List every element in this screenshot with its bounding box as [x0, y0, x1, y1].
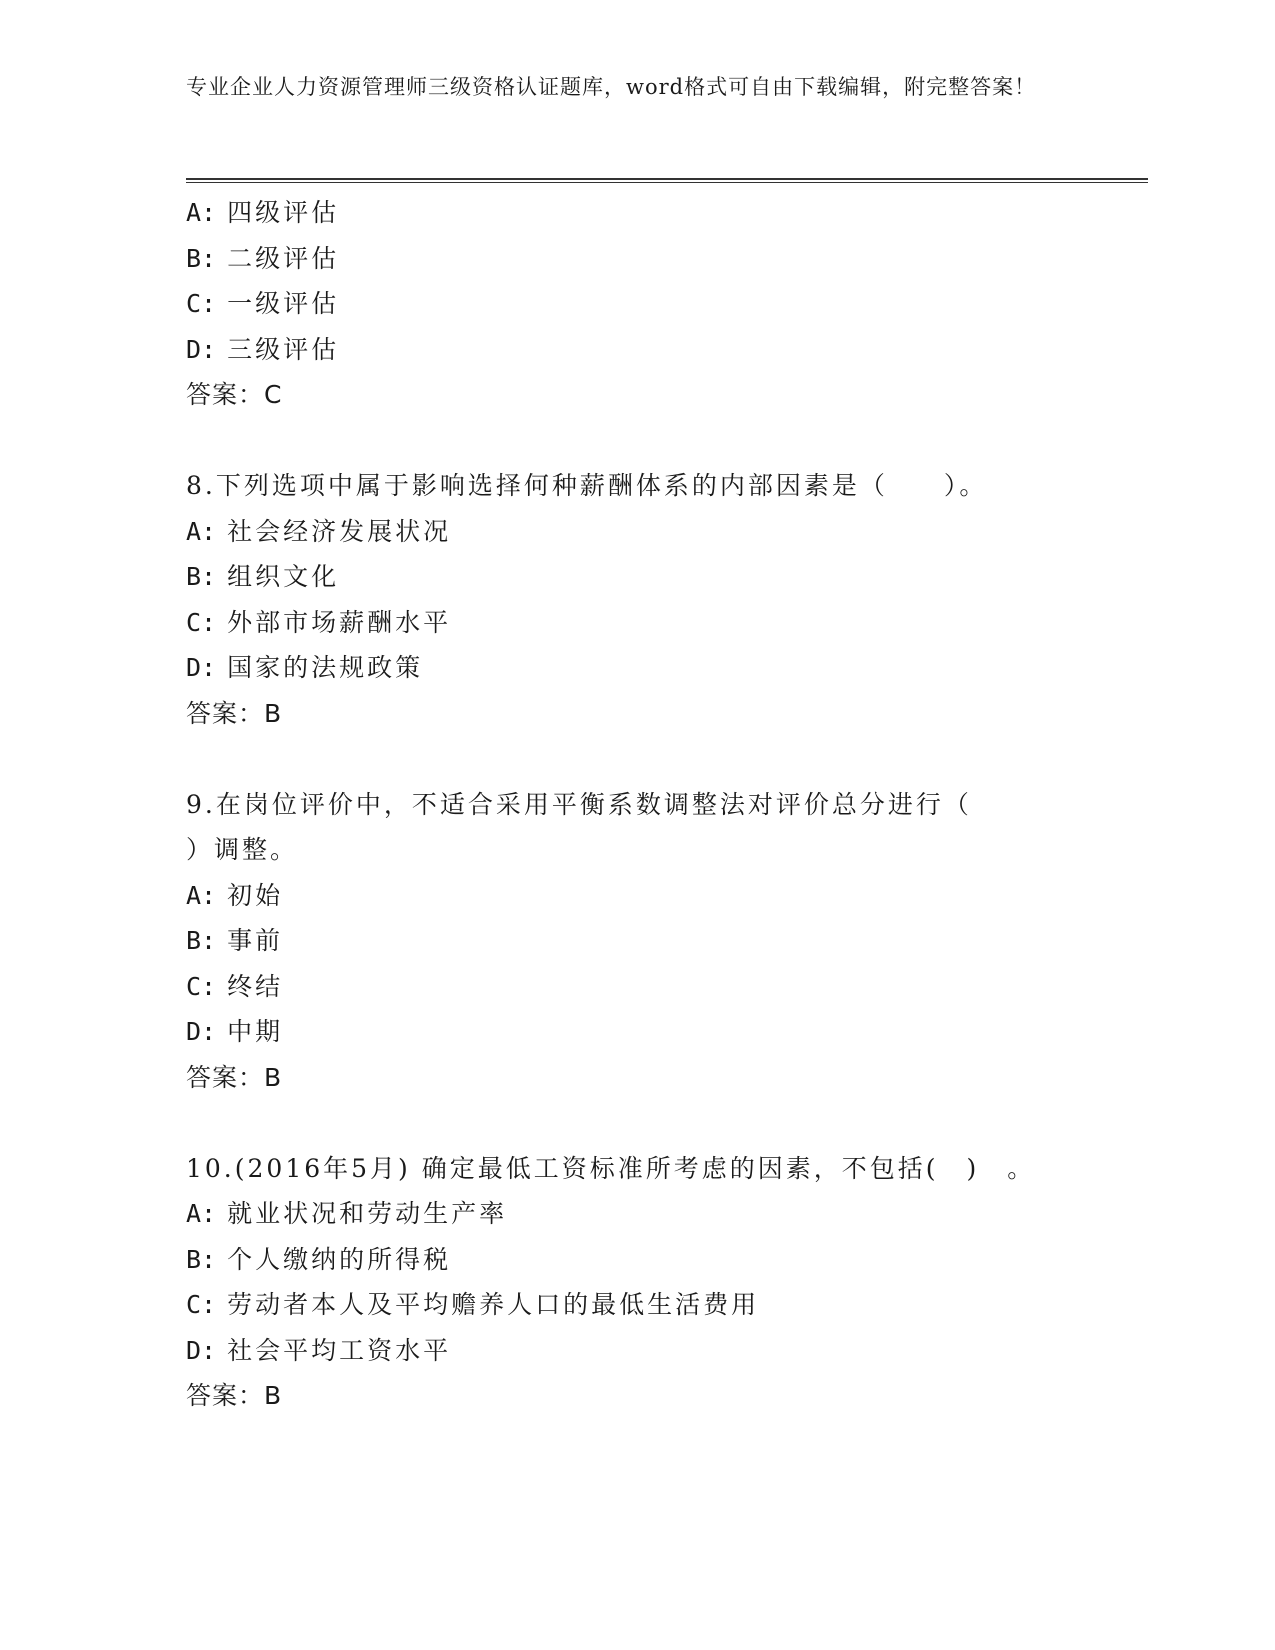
option-text: 初始 [227, 880, 284, 910]
option-key: C: [186, 607, 217, 637]
option-a [186, 190, 1076, 236]
option-key: D: [186, 334, 217, 364]
question-7-continued [186, 190, 1076, 418]
option-key: B: [186, 1244, 217, 1274]
option-key: C: [186, 1290, 217, 1319]
option-key: B: [186, 562, 217, 591]
option-key: C: [186, 971, 217, 1001]
option-text: 二级评估 [227, 243, 340, 273]
option-text: 中期 [227, 1017, 284, 1046]
option-key: D: [186, 653, 217, 682]
option-text: 就业状况和劳动生产率 [227, 1199, 508, 1228]
question-8 [186, 463, 1076, 736]
option-key: A: [186, 880, 217, 910]
question-stem: 8.下列选项中属于影响选择何种薪酬体系的内部因素是（ ）。 [186, 471, 988, 500]
option-key: C: [186, 289, 217, 318]
option-text: 社会经济发展状况 [227, 516, 452, 546]
answer-line: 答案：B [186, 1381, 283, 1410]
option-text: 一级评估 [227, 289, 340, 318]
option-c [186, 600, 1076, 646]
option-b [186, 1237, 1076, 1283]
question-stem-line-1: 9.在岗位评价中，不适合采用平衡系数调整法对评价总分进行（ [186, 789, 972, 819]
option-d [186, 1328, 1076, 1374]
option-a [186, 509, 1076, 555]
option-text: 四级评估 [227, 198, 340, 227]
option-d [186, 327, 1076, 373]
document-header: 专业企业人力资源管理师三级资格认证题库，word格式可自由下载编辑，附完整答案！ [186, 75, 1037, 99]
answer-line: 答案：B [186, 698, 283, 728]
option-text: 个人缴纳的所得税 [227, 1244, 452, 1274]
option-b [186, 918, 1076, 964]
option-key: A: [186, 198, 217, 227]
answer-line: 答案：B [186, 1062, 283, 1092]
answer-line: 答案：C [186, 380, 283, 409]
header-divider [186, 178, 1148, 183]
option-text: 劳动者本人及平均赡养人口的最低生活费用 [227, 1290, 760, 1319]
option-key: B: [186, 243, 217, 273]
question-10 [186, 1146, 1076, 1419]
option-text: 事前 [227, 926, 284, 955]
option-text: 社会平均工资水平 [227, 1335, 452, 1365]
option-text: 终结 [227, 971, 284, 1001]
option-d [186, 645, 1076, 691]
option-key: A: [186, 1199, 217, 1228]
option-c [186, 281, 1076, 327]
question-stem: 10.(2016年5月) 确定最低工资标准所考虑的因素，不包括( ) 。 [186, 1153, 1036, 1183]
option-key: D: [186, 1335, 217, 1365]
question-list [186, 190, 1076, 1419]
option-b [186, 554, 1076, 600]
option-b [186, 236, 1076, 282]
option-a [186, 873, 1076, 919]
option-key: D: [186, 1017, 217, 1046]
option-a [186, 1191, 1076, 1237]
option-text: 国家的法规政策 [227, 653, 424, 682]
option-text: 三级评估 [227, 334, 340, 364]
option-c [186, 964, 1076, 1010]
option-c [186, 1282, 1076, 1328]
question-stem-line-2: ）调整。 [186, 835, 299, 864]
option-d [186, 1009, 1076, 1055]
question-9 [186, 782, 1076, 1101]
option-text: 组织文化 [227, 562, 340, 591]
option-key: A: [186, 516, 217, 546]
option-text: 外部市场薪酬水平 [227, 607, 452, 637]
option-key: B: [186, 926, 217, 955]
